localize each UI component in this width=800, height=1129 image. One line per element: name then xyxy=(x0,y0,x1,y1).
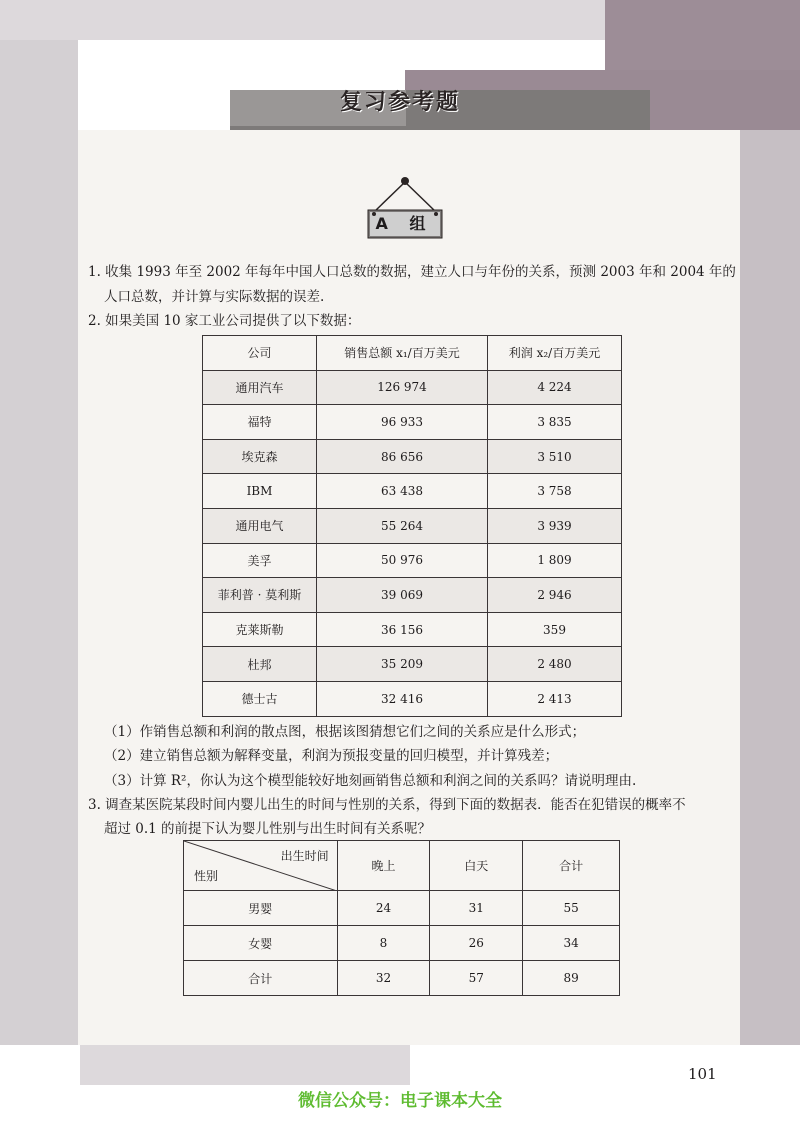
column-header-profit: 利润 x₂/百万美元 xyxy=(488,336,622,371)
table-header-row xyxy=(184,841,620,891)
company-name: 福特 xyxy=(203,405,317,440)
company-name: 菲利普 · 莫利斯 xyxy=(203,578,317,613)
count-value: 24 xyxy=(337,891,430,926)
gender-label: 男婴 xyxy=(184,891,338,926)
column-header-sales: 销售总额 x₁/百万美元 xyxy=(317,336,488,371)
profit-value: 4 224 xyxy=(488,370,622,405)
count-value: 8 xyxy=(337,926,430,961)
company-name: 德士古 xyxy=(203,681,317,716)
sales-value: 39 069 xyxy=(317,578,488,613)
count-value: 32 xyxy=(337,961,430,996)
company-name: 杜邦 xyxy=(203,647,317,682)
sales-value: 63 438 xyxy=(317,474,488,509)
profit-value: 2 480 xyxy=(488,647,622,682)
sales-value: 50 976 xyxy=(317,543,488,578)
column-header-day: 白天 xyxy=(430,841,523,891)
profit-value: 1 809 xyxy=(488,543,622,578)
sales-value: 126 974 xyxy=(317,370,488,405)
question-2-3: （3）计算 R²，你认为这个模型能较好地刻画销售总额和利润之间的关系吗？请说明理由. xyxy=(104,773,637,789)
table-row xyxy=(184,891,620,926)
column-header-night: 晚上 xyxy=(337,841,430,891)
profit-value: 2 946 xyxy=(488,578,622,613)
count-value: 89 xyxy=(523,961,620,996)
count-value: 34 xyxy=(523,926,620,961)
sales-value: 55 264 xyxy=(317,508,488,543)
table-row xyxy=(203,474,622,509)
birth-data-table xyxy=(183,840,620,996)
company-name: 美孚 xyxy=(203,543,317,578)
table-row xyxy=(184,926,620,961)
background-left-band xyxy=(0,0,78,1129)
count-value: 31 xyxy=(430,891,523,926)
table-row xyxy=(203,681,622,716)
profit-value: 3 835 xyxy=(488,405,622,440)
table-row xyxy=(203,370,622,405)
company-data-table xyxy=(202,335,622,717)
question-2-2: （2）建立销售总额为解释变量，利润为预报变量的回归模型，并计算残差； xyxy=(104,748,559,764)
sales-value: 36 156 xyxy=(317,612,488,647)
sales-value: 86 656 xyxy=(317,439,488,474)
column-header-total: 合计 xyxy=(523,841,620,891)
gender-label: 合计 xyxy=(184,961,338,996)
problem-3-line-2: 超过 0.1 的前提下认为婴儿性别与出生时间有关系呢？ xyxy=(104,821,432,837)
background-bottom-band xyxy=(80,1045,410,1085)
company-name: 克莱斯勒 xyxy=(203,612,317,647)
company-name: 通用电气 xyxy=(203,508,317,543)
background-right-band xyxy=(740,130,800,1050)
profit-value: 2 413 xyxy=(488,681,622,716)
watermark-text: 微信公众号：电子课本大全 xyxy=(298,1091,502,1111)
company-name: IBM xyxy=(203,474,317,509)
page-number: 101 xyxy=(688,1065,717,1083)
table-row xyxy=(203,543,622,578)
count-value: 55 xyxy=(523,891,620,926)
sales-value: 35 209 xyxy=(317,647,488,682)
group-label: A 组 xyxy=(375,214,434,233)
column-header-company: 公司 xyxy=(203,336,317,371)
corner-label-gender: 性别 xyxy=(194,869,219,883)
page-title: 复习参考题 xyxy=(339,90,460,115)
table-row xyxy=(203,647,622,682)
question-2-1: （1）作销售总额和利润的散点图，根据该图猜想它们之间的关系应是什么形式； xyxy=(104,724,586,740)
table-row xyxy=(203,439,622,474)
gender-label: 女婴 xyxy=(184,926,338,961)
table-corner-cell xyxy=(184,841,338,891)
table-row xyxy=(203,578,622,613)
profit-value: 3 510 xyxy=(488,439,622,474)
profit-value: 3 758 xyxy=(488,474,622,509)
problem-1-line-2: 人口总数，并计算与实际数据的误差. xyxy=(104,289,325,305)
profit-value: 359 xyxy=(488,612,622,647)
count-value: 26 xyxy=(430,926,523,961)
table-row xyxy=(203,405,622,440)
sales-value: 32 416 xyxy=(317,681,488,716)
company-name: 埃克森 xyxy=(203,439,317,474)
problem-1-line-1: 1. 收集 1993 年至 2002 年每年中国人口总数的数据，建立人口与年份的关系，预测 2003 年和 2004 年的 xyxy=(88,264,736,280)
table-row xyxy=(203,612,622,647)
count-value: 57 xyxy=(430,961,523,996)
profit-value: 3 939 xyxy=(488,508,622,543)
corner-label-time: 出生时间 xyxy=(280,849,329,863)
sales-value: 96 933 xyxy=(317,405,488,440)
table-row xyxy=(184,961,620,996)
problem-2-intro: 2. 如果美国 10 家工业公司提供了以下数据： xyxy=(88,313,361,329)
company-name: 通用汽车 xyxy=(203,370,317,405)
table-row xyxy=(203,508,622,543)
problem-3-line-1: 3. 调查某医院某段时间内婴儿出生的时间与性别的关系，得到下面的数据表．能否在犯错误的概率不 xyxy=(88,797,686,813)
table-header-row xyxy=(203,336,622,371)
